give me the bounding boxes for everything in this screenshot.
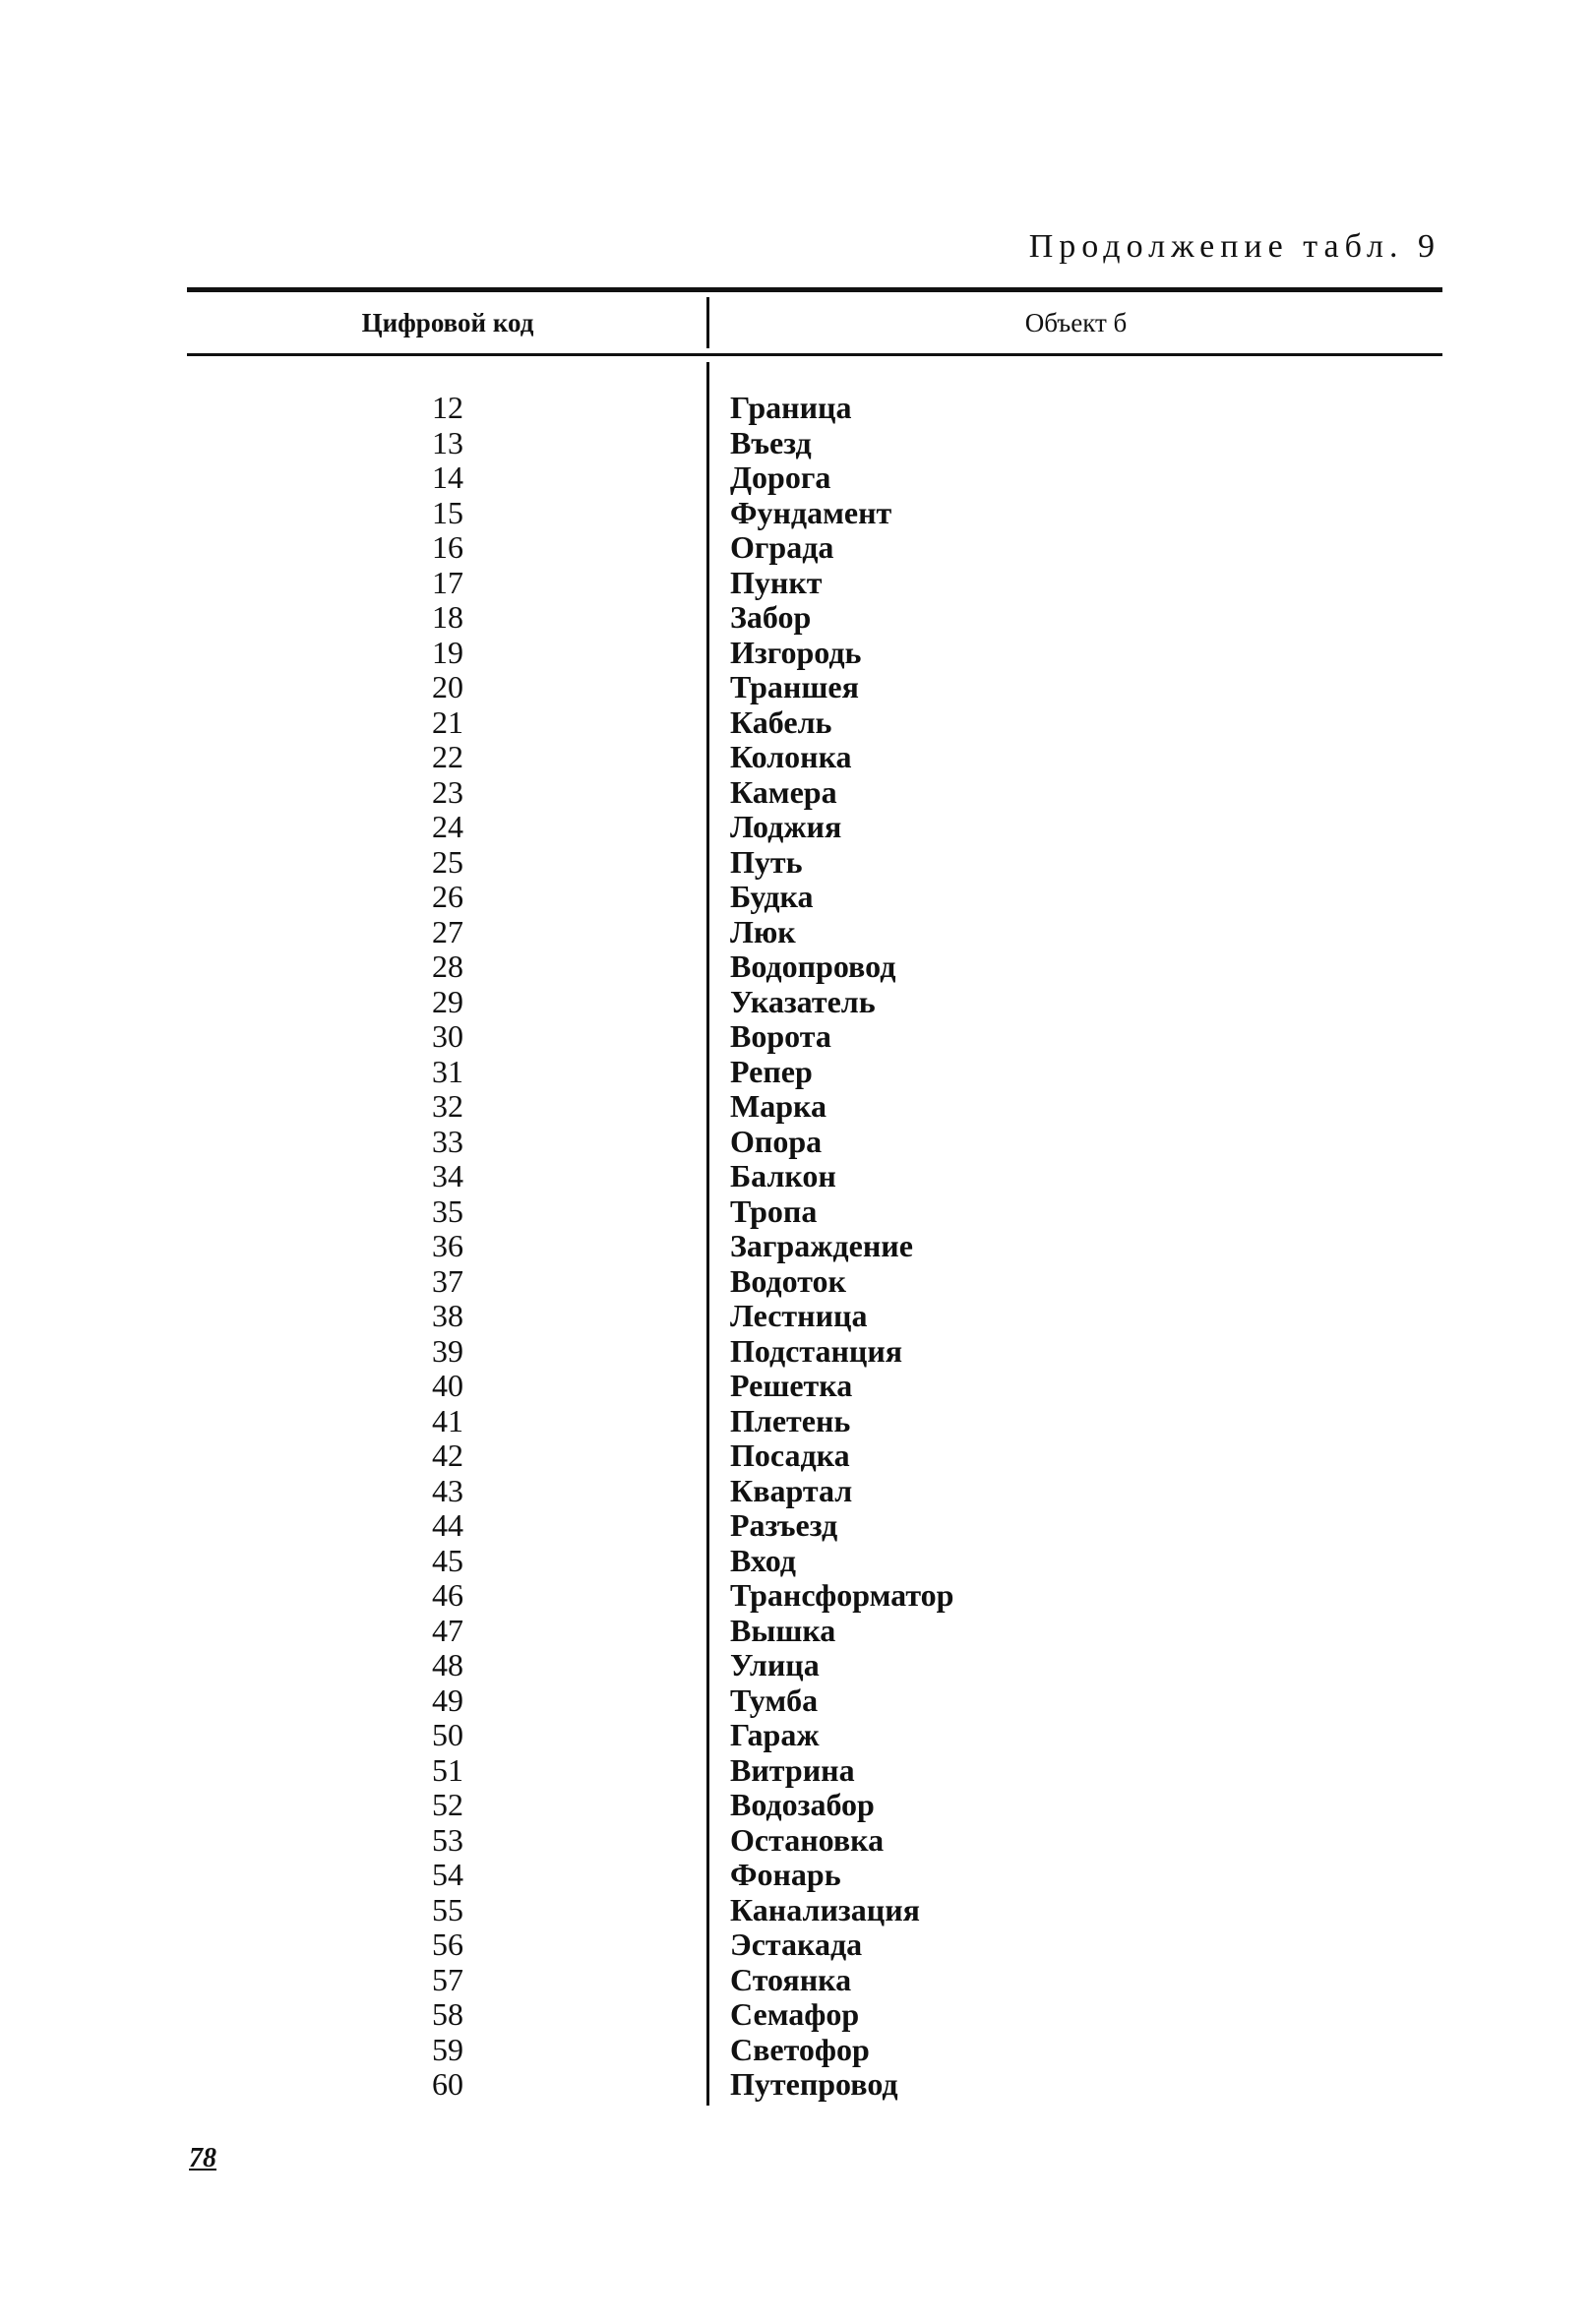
table-row bbox=[187, 740, 1442, 775]
object-name-cell: Изгородь bbox=[730, 634, 862, 670]
table-row bbox=[187, 1718, 1442, 1753]
object-name-cell: Пункт bbox=[730, 564, 823, 600]
table-row bbox=[187, 1614, 1442, 1649]
table-row bbox=[187, 1823, 1442, 1859]
object-name-cell: Кабель bbox=[730, 703, 832, 740]
code-cell: 21 bbox=[432, 703, 463, 740]
object-name-cell: Лестница bbox=[730, 1298, 868, 1333]
object-name-cell: Ограда bbox=[730, 529, 834, 565]
code-cell: 48 bbox=[432, 1647, 463, 1682]
code-cell: 33 bbox=[432, 1123, 463, 1159]
code-cell: 47 bbox=[432, 1612, 463, 1648]
code-cell: 46 bbox=[432, 1577, 463, 1613]
table-row bbox=[187, 636, 1442, 671]
table-row bbox=[187, 1299, 1442, 1334]
code-cell: 44 bbox=[432, 1507, 463, 1543]
object-name-cell: Репер bbox=[730, 1053, 813, 1089]
table-row bbox=[187, 496, 1442, 531]
table-top-rule bbox=[187, 287, 1442, 292]
code-cell: 51 bbox=[432, 1751, 463, 1788]
code-cell: 16 bbox=[432, 529, 463, 565]
code-cell: 19 bbox=[432, 634, 463, 670]
code-cell: 31 bbox=[432, 1053, 463, 1089]
object-name-cell: Заграждение bbox=[730, 1228, 913, 1263]
code-cell: 55 bbox=[432, 1891, 463, 1927]
code-cell: 39 bbox=[432, 1332, 463, 1369]
table-body bbox=[187, 391, 1442, 2103]
code-cell: 40 bbox=[432, 1368, 463, 1403]
object-name-cell: Семафор bbox=[730, 1996, 860, 2032]
table-row bbox=[187, 1858, 1442, 1893]
object-name-cell: Квартал bbox=[730, 1472, 853, 1508]
object-name-cell: Улица bbox=[730, 1647, 820, 1682]
code-cell: 36 bbox=[432, 1228, 463, 1263]
table-row bbox=[187, 1474, 1442, 1509]
object-name-cell: Водоток bbox=[730, 1262, 846, 1299]
table-row bbox=[187, 1264, 1442, 1300]
code-cell: 18 bbox=[432, 599, 463, 635]
code-cell: 14 bbox=[432, 459, 463, 495]
table-row bbox=[187, 1404, 1442, 1439]
code-cell: 24 bbox=[432, 809, 463, 844]
table-row bbox=[187, 1648, 1442, 1683]
object-name-cell: Граница bbox=[730, 390, 852, 425]
code-cell: 29 bbox=[432, 983, 463, 1019]
code-cell: 28 bbox=[432, 948, 463, 984]
code-cell: 13 bbox=[432, 424, 463, 460]
object-name-cell: Путепровод bbox=[730, 2066, 898, 2102]
code-cell: 23 bbox=[432, 773, 463, 810]
object-name-cell: Трансформатор bbox=[730, 1577, 954, 1613]
code-cell: 50 bbox=[432, 1717, 463, 1752]
table-row bbox=[187, 1019, 1442, 1055]
code-cell: 37 bbox=[432, 1262, 463, 1299]
code-cell: 43 bbox=[432, 1472, 463, 1508]
table-row bbox=[187, 1927, 1442, 1963]
table-row bbox=[187, 1194, 1442, 1230]
header-object: Объект б bbox=[1024, 308, 1128, 337]
table-row bbox=[187, 426, 1442, 461]
object-name-cell: Витрина bbox=[730, 1751, 855, 1788]
table-row bbox=[187, 1683, 1442, 1719]
table-row bbox=[187, 530, 1442, 566]
object-name-cell: Вход bbox=[730, 1542, 796, 1578]
page-number: 78 bbox=[189, 2143, 216, 2173]
table-row bbox=[187, 880, 1442, 915]
table-row bbox=[187, 985, 1442, 1020]
object-name-cell: Эстакада bbox=[730, 1926, 863, 1962]
object-name-cell: Водопровод bbox=[730, 948, 896, 984]
object-name-cell: Забор bbox=[730, 599, 812, 635]
table-row bbox=[187, 2033, 1442, 2068]
table-row bbox=[187, 1578, 1442, 1614]
object-name-cell: Плетень bbox=[730, 1402, 851, 1438]
object-name-cell: Водозабор bbox=[730, 1787, 875, 1822]
object-name-cell: Посадка bbox=[730, 1437, 850, 1473]
table-row bbox=[187, 1893, 1442, 1928]
code-cell: 12 bbox=[432, 390, 463, 425]
code-cell: 30 bbox=[432, 1018, 463, 1054]
table-row bbox=[187, 1229, 1442, 1264]
code-cell: 15 bbox=[432, 494, 463, 530]
table-row bbox=[187, 775, 1442, 811]
table-caption: Продолжепие табл. 9 bbox=[1028, 228, 1440, 265]
code-cell: 26 bbox=[432, 879, 463, 914]
object-name-cell: Балкон bbox=[730, 1158, 836, 1193]
code-cell: 54 bbox=[432, 1857, 463, 1892]
code-cell: 34 bbox=[432, 1158, 463, 1193]
code-cell: 27 bbox=[432, 913, 463, 949]
object-name-cell: Дорога bbox=[730, 459, 831, 495]
code-cell: 20 bbox=[432, 669, 463, 704]
code-cell: 52 bbox=[432, 1787, 463, 1822]
object-name-cell: Марка bbox=[730, 1088, 827, 1124]
table-row bbox=[187, 391, 1442, 426]
object-name-cell: Светофор bbox=[730, 2031, 870, 2067]
code-cell: 17 bbox=[432, 564, 463, 600]
code-cell: 22 bbox=[432, 739, 463, 774]
object-name-cell: Ворота bbox=[730, 1018, 831, 1054]
object-name-cell: Тумба bbox=[730, 1682, 819, 1718]
object-name-cell: Фонарь bbox=[730, 1857, 841, 1892]
code-cell: 42 bbox=[432, 1437, 463, 1473]
table-row bbox=[187, 1089, 1442, 1125]
code-cell: 57 bbox=[432, 1961, 463, 1997]
table-row bbox=[187, 1369, 1442, 1404]
object-name-cell: Гараж bbox=[730, 1717, 820, 1752]
table-row bbox=[187, 2067, 1442, 2103]
table-row bbox=[187, 810, 1442, 845]
object-name-cell: Путь bbox=[730, 843, 803, 880]
object-name-cell: Лоджия bbox=[730, 809, 842, 844]
code-cell: 58 bbox=[432, 1996, 463, 2032]
code-cell: 60 bbox=[432, 2066, 463, 2102]
table-header-rule bbox=[187, 353, 1442, 356]
table-row bbox=[187, 1055, 1442, 1090]
object-name-cell: Люк bbox=[730, 913, 796, 949]
object-name-cell: Камера bbox=[730, 773, 837, 810]
table-row bbox=[187, 1788, 1442, 1823]
header-code: Цифровой код bbox=[361, 308, 534, 337]
table-row bbox=[187, 1753, 1442, 1789]
object-name-cell: Будка bbox=[730, 879, 814, 914]
object-name-cell: Вышка bbox=[730, 1612, 836, 1648]
code-cell: 56 bbox=[432, 1926, 463, 1962]
object-name-cell: Канализация bbox=[730, 1891, 920, 1927]
table-row bbox=[187, 1963, 1442, 1998]
table-row bbox=[187, 845, 1442, 881]
table-row bbox=[187, 1125, 1442, 1160]
code-cell: 41 bbox=[432, 1402, 463, 1438]
table-row bbox=[187, 915, 1442, 950]
table-row bbox=[187, 1334, 1442, 1370]
object-name-cell: Опора bbox=[730, 1123, 823, 1159]
object-name-cell: Решетка bbox=[730, 1368, 853, 1403]
table-row bbox=[187, 1508, 1442, 1544]
code-cell: 45 bbox=[432, 1542, 463, 1578]
table-row bbox=[187, 1159, 1442, 1194]
code-cell: 49 bbox=[432, 1682, 463, 1718]
table-row bbox=[187, 460, 1442, 496]
table-row bbox=[187, 600, 1442, 636]
object-name-cell: Траншея bbox=[730, 669, 859, 704]
object-name-cell: Колонка bbox=[730, 739, 852, 774]
object-name-cell: Разъезд bbox=[730, 1507, 838, 1543]
object-name-cell: Въезд bbox=[730, 424, 812, 460]
table-row bbox=[187, 566, 1442, 601]
code-cell: 59 bbox=[432, 2031, 463, 2067]
table-row bbox=[187, 1544, 1442, 1579]
table-row bbox=[187, 949, 1442, 985]
code-cell: 38 bbox=[432, 1298, 463, 1333]
code-cell: 53 bbox=[432, 1821, 463, 1858]
table-row bbox=[187, 705, 1442, 741]
code-cell: 25 bbox=[432, 843, 463, 880]
object-name-cell: Указатель bbox=[730, 983, 876, 1019]
table-row bbox=[187, 1997, 1442, 2033]
object-name-cell: Тропа bbox=[730, 1193, 818, 1229]
object-name-cell: Фундамент bbox=[730, 494, 892, 530]
object-name-cell: Стоянка bbox=[730, 1961, 852, 1997]
table-row bbox=[187, 1438, 1442, 1474]
object-name-cell: Подстанция bbox=[730, 1332, 903, 1369]
code-cell: 35 bbox=[432, 1193, 463, 1229]
object-name-cell: Остановка bbox=[730, 1821, 885, 1858]
table-row bbox=[187, 670, 1442, 705]
code-cell: 32 bbox=[432, 1088, 463, 1124]
